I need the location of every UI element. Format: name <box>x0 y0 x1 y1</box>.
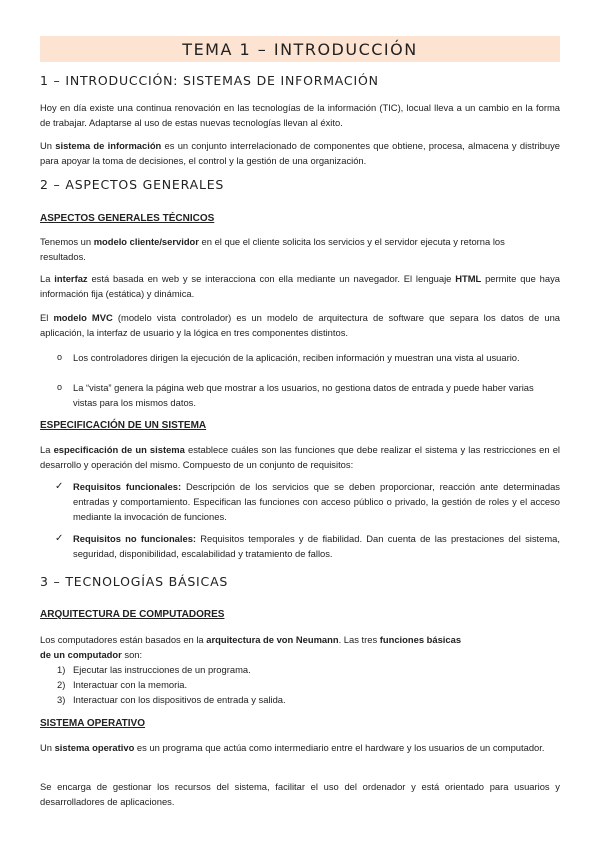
section-3-heading: 3 – TECNOLOGÍAS BÁSICAS <box>40 574 229 589</box>
s2-paragraph-1: Tenemos un modelo cliente/servidor en el que el cliente solicita los servicios y el servidor ejecuta y retorna los resultados. <box>40 236 505 262</box>
subheading-aspectos-tecnicos: ASPECTOS GENERALES TÉCNICOS <box>40 213 215 224</box>
step-item: Interactuar con la memoria. <box>73 679 188 690</box>
bullet-marker: o <box>57 352 63 362</box>
s3-paragraph-3: Se encarga de gestionar los recursos del sistema, facilitar el uso del ordenador y está orientado para usuarios y desarrolladores de aplicaciones. <box>40 781 560 807</box>
s3-paragraph-1: Los computadores están basados en la arquitectura de von Neumann. Las tres funciones básicas de un computador son: <box>40 634 462 660</box>
s2-paragraph-3: El modelo MVC (modelo vista controlador) es un modelo de arquitectura de software que separa los datos de una aplicación, la interfaz de usuario y la lógica en tres componentes distintos. <box>40 312 560 338</box>
subheading-especificacion: ESPECIFICACIÓN DE UN SISTEMA <box>40 420 207 431</box>
bullet-marker: o <box>57 382 63 392</box>
section-1-heading: 1 – INTRODUCCIÓN: SISTEMAS DE INFORMACIÓN <box>40 73 379 88</box>
bullet-item: Los controladores dirigen la ejecución de la aplicación, reciben información y muestran una vista al usuario. <box>73 352 520 363</box>
s1-paragraph-2: Un sistema de información es un conjunto interrelacionado de componentes que obtiene, procesa, almacena y distribuye para apoyar la toma de decisiones, el control y la gestión de una organización. <box>40 140 560 166</box>
step-item: Interactuar con los dispositivos de entrada y salida. <box>73 694 286 705</box>
subheading-arquitectura: ARQUITECTURA DE COMPUTADORES <box>40 609 225 620</box>
step-item: Ejecutar las instrucciones de un programa. <box>73 664 251 675</box>
step-number: 1) <box>57 664 66 675</box>
checkmark-icon: ✓ <box>55 481 64 492</box>
bullet-item: La “vista” genera la página web que mostrar a los usuarios, no gestiona datos de entrada y puede haber varias vistas para los mismos datos. <box>73 382 534 408</box>
requirement-item: Requisitos no funcionales: Requisitos temporales y de fiabilidad. Dan cuenta de las prestaciones del sistema, seguridad, disponibilidad, escalabilidad y tratamiento de fallos. <box>73 533 560 559</box>
page-title: TEMA 1 – INTRODUCCIÓN <box>182 39 418 59</box>
s1-paragraph-1: Hoy en día existe una continua renovación en las tecnologías de la información (TIC), locual lleva a un cambio en la forma de trabajar. Adaptarse al uso de estas nuevas tecnologías llevan al éxito. <box>40 102 560 128</box>
section-2-heading: 2 – ASPECTOS GENERALES <box>40 177 225 192</box>
checkmark-icon: ✓ <box>55 533 64 544</box>
s2-paragraph-2: La interfaz está basada en web y se interacciona con ella mediante un navegador. El lenguaje HTML permite que haya información fija (estática) y dinámica. <box>40 273 560 299</box>
s3-paragraph-2: Un sistema operativo es un programa que actúa como intermediario entre el hardware y los usuarios de un computador. <box>40 742 545 753</box>
step-number: 3) <box>57 694 66 705</box>
requirement-item: Requisitos funcionales: Descripción de los servicios que se deben proporcionar, reacción ante determinadas entradas y comportamiento. Especifican las funciones con acceso público o privado, la gestión de roles y el acceso mediante la invocación de funciones. <box>73 481 560 522</box>
subheading-sistema-operativo: SISTEMA OPERATIVO <box>40 718 146 729</box>
title-banner <box>40 36 560 62</box>
s2-paragraph-4: La especificación de un sistema establece cuáles son las funciones que debe realizar el sistema y las restricciones en el desarrollo y operación del mismo. Compuesto de un conjunto de requisitos: <box>40 444 560 470</box>
step-number: 2) <box>57 679 66 690</box>
